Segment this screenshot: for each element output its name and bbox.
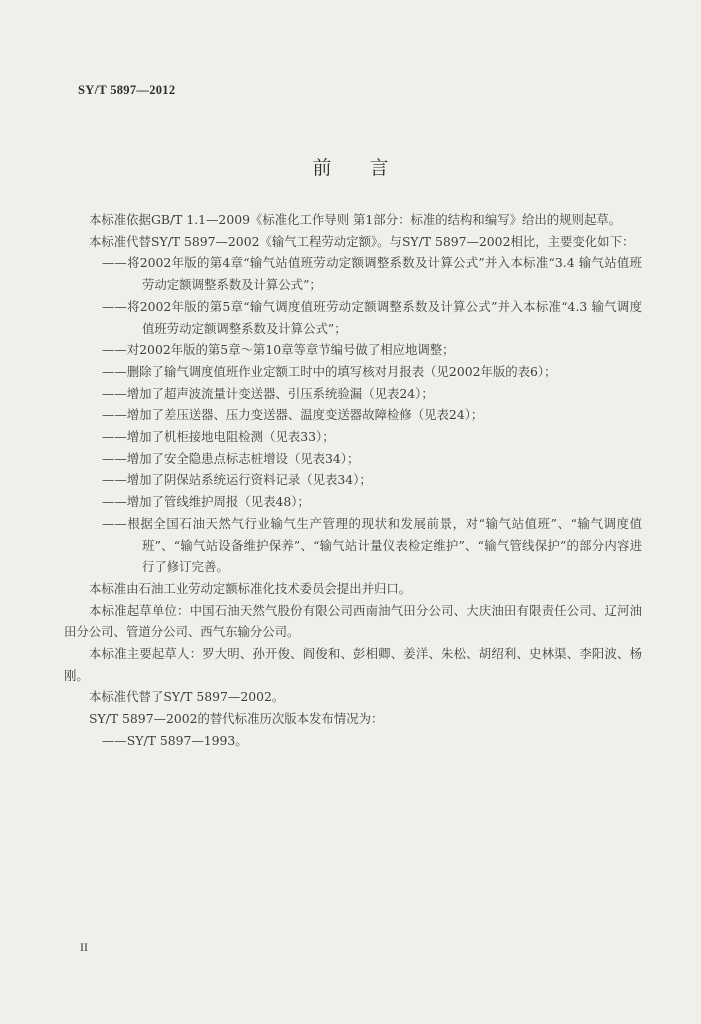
paragraph: 本标准由石油工业劳动定额标准化技术委员会提出并归口。 [89, 580, 412, 596]
paragraph: 本标准依据GB/T 1.1—2009《标准化工作导则 第1部分：标准的结构和编写》给出的规则起草。 [89, 212, 622, 227]
list-item: ——增加了超声波流量计变送器、引压系统验漏（见表24）； [102, 385, 434, 401]
list-item: ——SY/T 5897—1993。 [102, 732, 248, 748]
paragraph: 本标准代替SY/T 5897—2002《输气工程劳动定额》。与SY/T 5897—2002相比，主要变化如下： [89, 233, 635, 249]
list-item: ——将2002年版的第5章“输气调度值班劳动定额调整系数及计算公式”并入本标准“4.3 输气调度值班劳动定额调整系数及计算公式”； [102, 298, 642, 336]
list-item: ——删除了输气调度值班作业定额工时中的填写核对月报表（见2002年版的表6）； [102, 363, 557, 379]
list-item: ——根据全国石油天然气行业输气生产管理的现状和发展前景，对“输气站值班”、“输气调度值班”、“输气站设备维护保养”、“输气站计量仪表检定维护”、“输气管线保护”的部分内容进行了修订完善。 [102, 515, 642, 575]
list-item: ——增加了差压送器、压力变送器、温度变送器故障检修（见表24）； [102, 407, 484, 423]
foreword-body [64, 209, 642, 752]
list-item: ——增加了安全隐患点标志桩增设（见表34）； [102, 450, 360, 466]
list-item: ——增加了机柜接地电阻检测（见表33）； [102, 429, 335, 445]
list-item: ——增加了管线维护周报（见表48）； [102, 494, 310, 510]
paragraph: 本标准起草单位：中国石油天然气股份有限公司西南油气田分公司、大庆油田有限责任公司、辽河油田分公司、管道分公司、西气东输分公司。 [64, 602, 642, 640]
paragraph: SY/T 5897—2002的替代标准历次版本发布情况为： [89, 711, 384, 727]
list-item: ——将2002年版的第4章“输气站值班劳动定额调整系数及计算公式”并入本标准“3.4 输气站值班劳动定额调整系数及计算公式”； [102, 255, 642, 293]
standard-number: SY/T 5897—2012 [78, 83, 176, 97]
list-item: ——增加了阴保站系统运行资料记录（见表34）； [102, 472, 372, 488]
page-number: II [80, 940, 88, 954]
list-item: ——对2002年版的第5章～第10章等章节编号做了相应地调整； [102, 342, 455, 358]
paragraph: 本标准主要起草人：罗大明、孙开俊、阎俊和、彭相卿、姜洋、朱松、胡绍利、史林渠、李阳波、杨刚。 [64, 646, 642, 683]
paragraph: 本标准代替了SY/T 5897—2002。 [89, 689, 285, 705]
page-title: 前言 [312, 157, 427, 179]
